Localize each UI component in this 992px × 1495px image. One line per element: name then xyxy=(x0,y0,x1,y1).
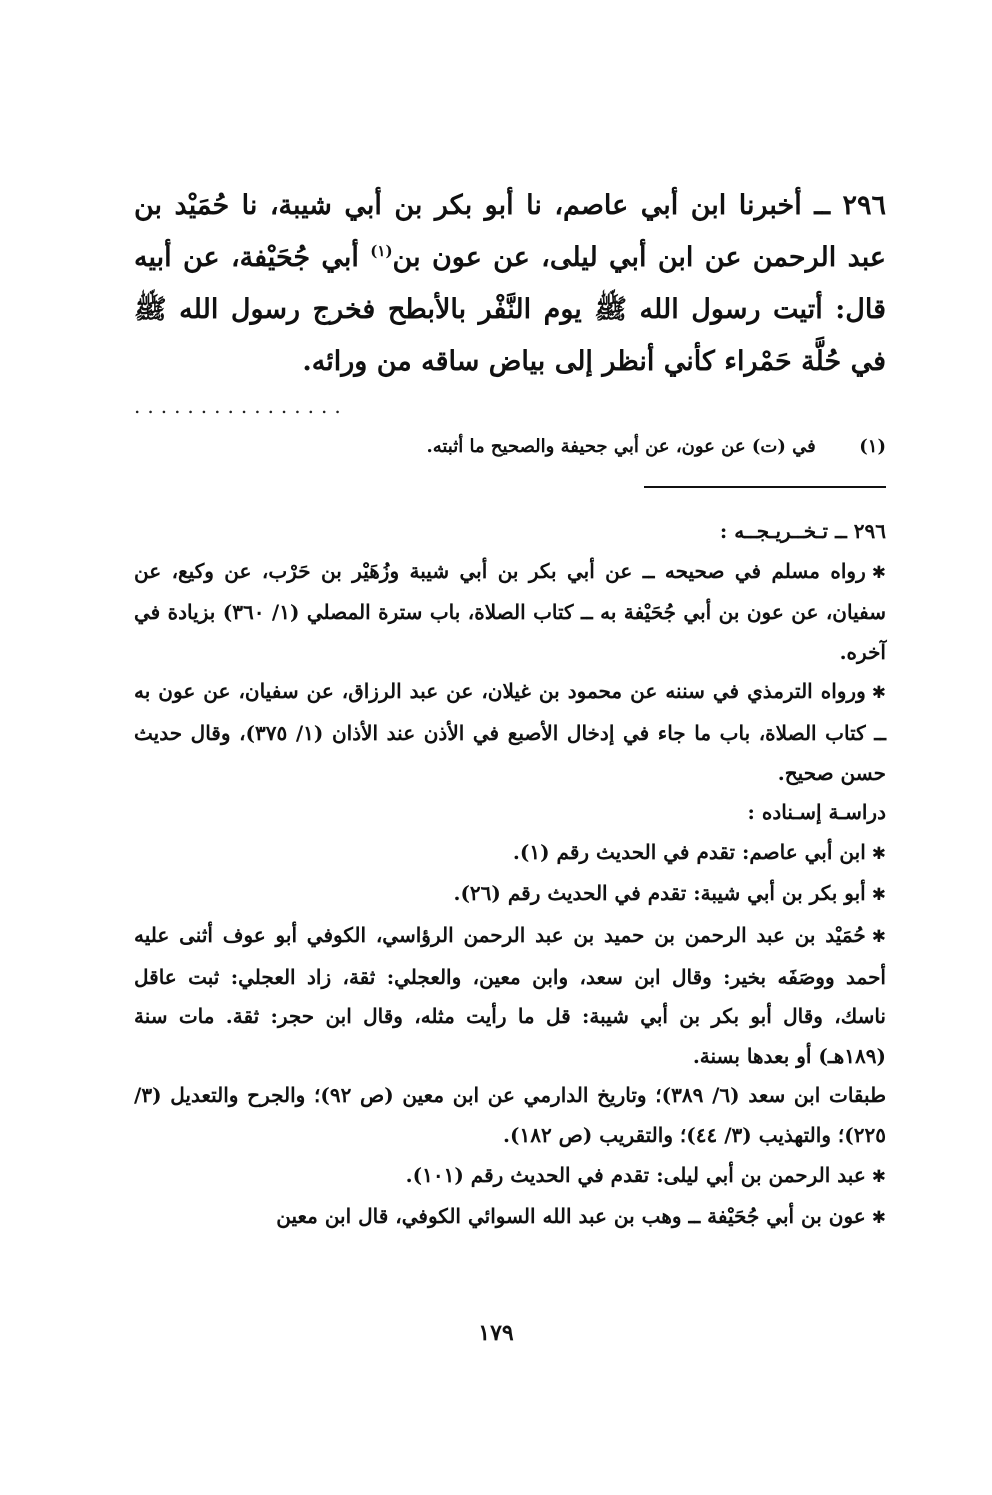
bullet-icon: ✱ xyxy=(871,843,886,864)
bullet-icon: ✱ xyxy=(871,1166,886,1187)
paragraph-text: أبو بكر بن أبي شيبة: تقدم في الحديث رقم (٢٦). xyxy=(453,881,866,906)
hadith-block xyxy=(134,180,886,388)
page-number: ١٧٩ xyxy=(478,1320,514,1346)
narrator-5 xyxy=(134,1197,886,1239)
paragraph-text: ورواه الترمذي في سننه عن محمود بن غيلان، عن عبد الرزاق، عن سفيان، عن عون به ــ كتاب الصلاة، باب ما جاء في إدخال الأصبع في الأذن عند الأذان (١/ ٣٧٥)، وقال حديث حسن صحيح. xyxy=(134,679,886,785)
hadith-number: ٢٩٦ xyxy=(842,190,886,221)
narrator-1 xyxy=(134,833,886,875)
footnote-number: (١) xyxy=(859,436,886,457)
footnote-text: في (ت) عن عون، عن أبي جحيفة والصحيح ما أثبته. xyxy=(426,436,816,457)
takhrij-section xyxy=(134,512,886,1239)
hadith-text-part1: أخبرنا ابن أبي عاصم، نا أبو بكر بن أبي شيبة، نا حُمَيْد بن عبد الرحمن عن ابن أبي ليلى، عن عون بن xyxy=(134,190,886,273)
paragraph-text: عون بن أبي جُحَيْفة ــ وهب بن عبد الله السوائي الكوفي، قال ابن معين xyxy=(276,1204,866,1229)
paragraph-text: حُمَيْد بن عبد الرحمن بن حميد بن عبد الرحمن الرؤاسي، الكوفي أبو عوف أثنى عليه أحمد ووصَفَه بخير: وقال ابن سعد، وابن معين، والعجلي: ثقة، زاد العجلي: ثبت عاقل ناسك، وقال أبو بكر بن أبي شيبة: قل ما رأيت مثله، وقال ابن حجر: ثقة. مات سنة (١٨٩هـ) أو بعدها بسنة. xyxy=(134,922,886,1068)
bullet-icon: ✱ xyxy=(871,885,886,906)
narrator-3 xyxy=(134,916,886,1076)
footnote-separator: ................ xyxy=(134,394,348,418)
takhrij-paragraph-2 xyxy=(134,672,886,793)
narrator-4 xyxy=(134,1156,886,1198)
hadith-text-part2: أبي جُحَيْفة، عن أبيه قال: أتيت رسول الله ﷺ يوم النَّفْر بالأبطح فخرج رسول الله ﷺ في حُلَّة حَمْراء كأني أنظر إلى بياض ساقه من ورائه. xyxy=(134,242,886,377)
bullet-icon: ✱ xyxy=(871,562,886,583)
takhrij-heading: ٢٩٦ ــ تـخــريـجــه : xyxy=(719,519,886,543)
bullet-icon: ✱ xyxy=(871,1208,886,1229)
paragraph-text: ابن أبي عاصم: تقدم في الحديث رقم (١). xyxy=(512,839,866,864)
paragraph-text: رواه مسلم في صحيحه ــ عن أبي بكر بن أبي شيبة وزُهَيْر بن حَرْب، عن وكيع، عن سفيان، عن عون بن أبي جُحَيْفة به ــ كتاب الصلاة، باب سترة المصلي (١/ ٣٦٠) بزيادة في آخره. xyxy=(134,558,886,664)
footnote-marker: (١) xyxy=(370,242,393,260)
paragraph-text: عبد الرحمن بن أبي ليلى: تقدم في الحديث رقم (١٠١). xyxy=(405,1162,866,1187)
takhrij-paragraph-1 xyxy=(134,552,886,673)
bullet-icon: ✱ xyxy=(871,926,886,947)
footnote xyxy=(134,432,886,462)
narrator-2 xyxy=(134,874,886,916)
dirasa-heading: دراسـة إسـناده : xyxy=(747,800,886,825)
section-divider xyxy=(644,486,886,488)
hadith-dash: ــ xyxy=(814,190,831,221)
bullet-icon: ✱ xyxy=(871,683,886,704)
narrator-3-sources: طبقات ابن سعد (٦/ ٣٨٩)؛ وتاريخ الدارمي عن ابن معين (ص ٩٢)؛ والجرح والتعديل (٣/ ٢٢٥)؛ والتهذيب (٣/ ٤٤)؛ والتقريب (ص ١٨٢). xyxy=(134,1083,886,1147)
hadith-text xyxy=(134,180,886,388)
